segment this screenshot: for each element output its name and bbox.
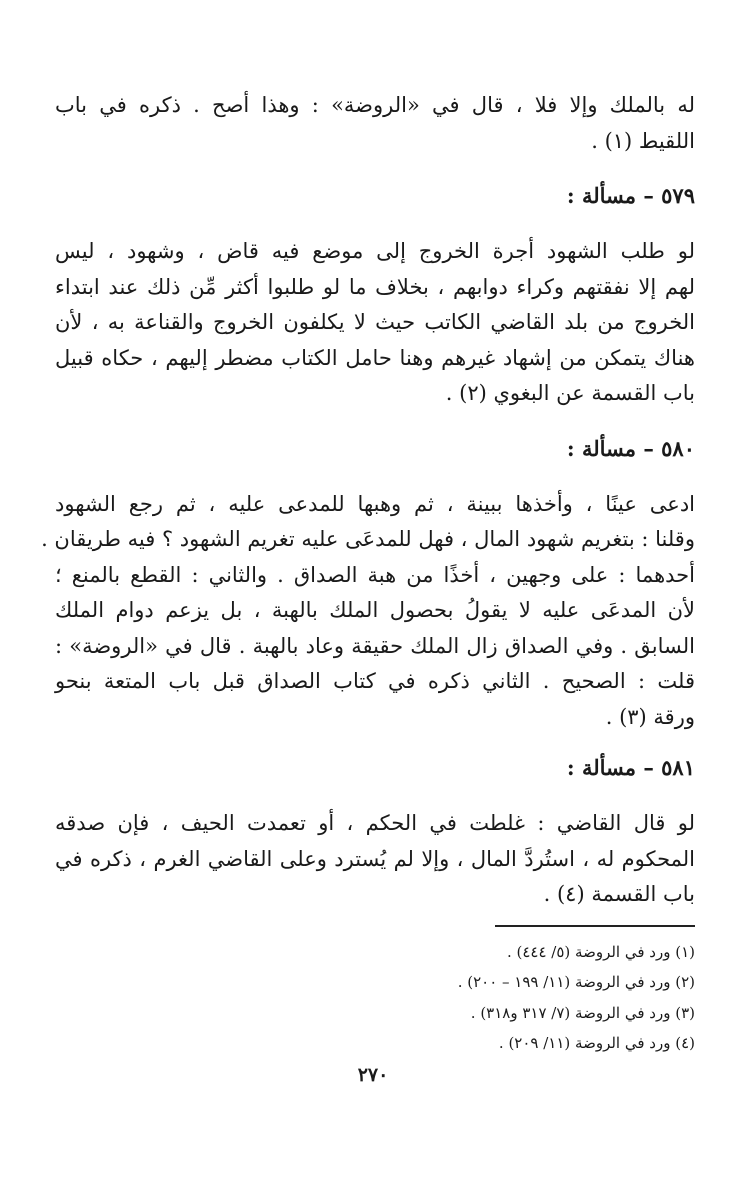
text-line: باب القسمة (٤) . — [543, 882, 695, 906]
paragraph-issue-580 — [41, 487, 695, 736]
text-line: أحدهما : على وجهين ، أخذًا من هبة الصداق . والثاني : القطع بالمنع ؛ — [55, 562, 695, 587]
text-line: اللقيط (١) . — [591, 128, 695, 153]
text-line: قلت : الصحيح . الثاني ذكره في كتاب الصداق قبل باب المتعة بنحو — [55, 669, 695, 693]
issue-heading-580: ٥٨٠ – مسألة : — [566, 435, 695, 461]
text-line: ورقة (٣) . — [605, 704, 695, 729]
paragraph-issue-579 — [55, 234, 695, 412]
text-line: وقلنا : بتغريم شهود المال ، فهل للمدعَى عليه تغريم الشهود ؟ فيه طريقان . — [41, 527, 695, 551]
issue-heading-581: ٥٨١ – مسألة : — [566, 755, 695, 780]
text-line: لو طلب الشهود أجرة الخروج إلى موضع فيه قاض ، وشهود ، ليس — [55, 239, 695, 263]
footnote-3: (٣) ورد في الروضة (٧/ ٣١٧ و٣١٨) . — [470, 1003, 695, 1022]
text-line: لهم إلا نفقتهم وكراء دوابهم ، بخلاف ما لو طلبوا أكثر مِّن ذلك عند ابتداء — [55, 274, 695, 299]
paragraph-issue-581 — [55, 806, 695, 913]
footnote-4: (٤) ورد في الروضة (١١/ ٢٠٩) . — [498, 1034, 695, 1052]
page-body — [41, 88, 695, 1059]
issue-heading-579: ٥٧٩ – مسألة : — [566, 183, 695, 208]
text-line: لأن المدعَى عليه لا يقولُ بحصول الملك بالهبة ، بل يزعم دوام الملك — [55, 598, 695, 622]
text-line: هناك يتمكن من إشهاد غيرهم وهنا حامل الكتاب مضطر إليهم ، حكاه قبيل — [55, 345, 695, 370]
text-line: ادعى عينًا ، وأخذها ببينة ، ثم وهبها للمدعى عليه ، ثم رجع الشهود — [55, 491, 695, 516]
text-line: الخروج من بلد القاضي الكاتب حيث لا يكلفون الخروج والقناعة به ، لأن — [55, 310, 695, 334]
text-line: له بالملك وإلا فلا ، قال في «الروضة» : وهذا أصح . ذكره في باب — [55, 93, 695, 117]
text-line: المحكوم له ، استُردَّ المال ، وإلا لم يُسترد وعلى القاضي الغرم ، ذكره في — [55, 846, 695, 871]
text-line: باب القسمة عن البغوي (٢) . — [445, 381, 695, 405]
text-line: لو قال القاضي : غلطت في الحكم ، أو تعمدت الحيف ، فإن صدقه — [55, 811, 695, 835]
footnote-divider — [495, 925, 695, 927]
paragraph-continuation — [55, 88, 695, 159]
footnote-1: (١) ورد في الروضة (٥/ ٤٤٤) . — [506, 942, 695, 961]
footnote-2: (٢) ورد في الروضة (١١/ ١٩٩ – ٢٠٠) . — [457, 973, 695, 991]
page-number: ٢٧٠ — [357, 1064, 389, 1086]
text-line: السابق . وفي الصداق زال الملك حقيقة وعاد بالهبة . قال في «الروضة» : — [55, 633, 695, 658]
footnotes — [55, 937, 695, 1059]
